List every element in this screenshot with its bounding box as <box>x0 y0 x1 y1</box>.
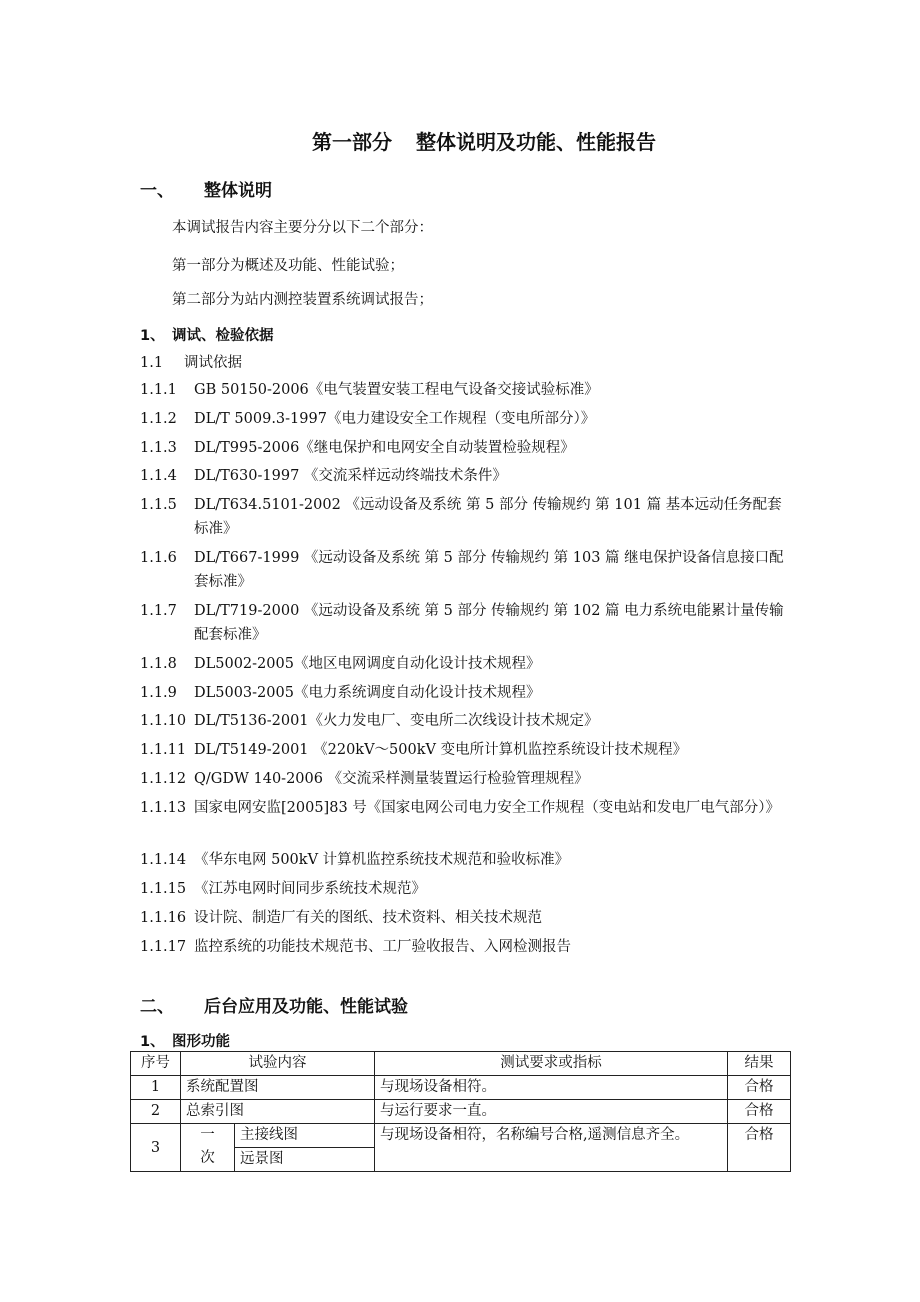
list-item <box>140 935 790 959</box>
list-item <box>140 599 790 647</box>
subsection-graphics-heading <box>140 1030 230 1051</box>
list-item <box>140 906 790 930</box>
item-text: DL/T634.5101-2002 《远动设备及系统 第 5 部分 传输规约 第 101 篇 基本远动任务配套标准》 <box>194 497 782 537</box>
row-requirement: 与现场设备相符。 <box>375 1076 728 1100</box>
table-row <box>131 1076 791 1100</box>
item-text: 设计院、制造厂有关的图纸、技术资料、相关技术规范 <box>194 910 542 926</box>
list-item <box>140 652 790 676</box>
row-no: 1 <box>131 1076 181 1100</box>
item-text: DL/T995-2006《继电保护和电网安全自动装置检验规程》 <box>194 440 575 456</box>
list-item <box>140 738 790 762</box>
table-row <box>131 1100 791 1124</box>
row-result: 合格 <box>728 1076 791 1100</box>
item-text: 《华东电网 500kV 计算机监控系统技术规范和验收标准》 <box>194 852 570 868</box>
item-text: 《江苏电网时间同步系统技术规范》 <box>194 881 426 897</box>
list-item <box>140 877 790 901</box>
row-group-primary <box>181 1124 235 1172</box>
section1-heading <box>140 176 272 201</box>
row-group-char-1: 一 <box>200 1127 215 1143</box>
graphics-test-table <box>130 1051 791 1172</box>
row-item: 系统配置图 <box>181 1076 375 1100</box>
page-title <box>312 126 656 155</box>
row-no: 2 <box>131 1100 181 1124</box>
title-part: 第一部分 <box>312 130 392 154</box>
item-number: 1.1.14 <box>140 852 187 868</box>
header-no: 序号 <box>131 1052 181 1076</box>
row-subitem: 主接线图 <box>235 1124 375 1148</box>
item-text: DL/T630-1997 《交流采样远动终端技术条件》 <box>194 468 507 484</box>
item-text: DL/T5136-2001《火力发电厂、变电所二次线设计技术规定》 <box>194 713 599 729</box>
section2-title: 后台应用及功能、性能试验 <box>204 997 408 1017</box>
subsection-basis-number: 1、 <box>140 328 165 344</box>
intro-paragraph-1: 本调试报告内容主要分分以下二个部分： <box>172 220 433 236</box>
subsection-1-1 <box>140 351 242 372</box>
item-number: 1.1.7 <box>140 603 177 619</box>
item-number: 1.1.3 <box>140 440 177 456</box>
subsection-1-1-number: 1.1 <box>140 355 164 371</box>
item-text: DL5003-2005《电力系统调度自动化设计技术规程》 <box>194 685 541 701</box>
intro-paragraph-2: 第一部分为概述及功能、性能试验； <box>172 258 404 274</box>
section1-title: 整体说明 <box>204 181 272 201</box>
item-number: 1.1.12 <box>140 771 187 787</box>
header-item: 试验内容 <box>181 1052 375 1076</box>
item-number: 1.1.10 <box>140 713 187 729</box>
table-row <box>131 1124 791 1148</box>
list-item <box>140 796 790 820</box>
subsection-basis-title: 调试、检验依据 <box>172 328 274 344</box>
list-item <box>140 767 790 791</box>
header-requirement: 测试要求或指标 <box>375 1052 728 1076</box>
row-requirement: 与现场设备相符，名称编号合格,遥测信息齐全。 <box>375 1124 728 1172</box>
list-item <box>140 378 790 402</box>
list-item <box>140 436 790 460</box>
row-group-char-2: 次 <box>200 1150 215 1166</box>
list-item <box>140 848 790 872</box>
row-result: 合格 <box>728 1124 791 1172</box>
item-text: DL/T5149-2001 《220kV～500kV 变电所计算机监控系统设计技术规程》 <box>194 742 688 758</box>
list-item <box>140 681 790 705</box>
item-text: 监控系统的功能技术规范书、工厂验收报告、入网检测报告 <box>194 939 571 955</box>
list-item <box>140 493 790 541</box>
subsection-basis-heading <box>140 324 274 345</box>
item-text: DL/T 5009.3-1997《电力建设安全工作规程（变电所部分）》 <box>194 411 596 427</box>
section2-heading <box>140 992 408 1017</box>
item-number: 1.1.4 <box>140 468 177 484</box>
item-text: 国家电网安监[2005]83 号《国家电网公司电力安全工作规程（变电站和发电厂电气部分）》 <box>194 800 781 816</box>
row-no: 3 <box>131 1124 181 1172</box>
item-text: DL/T719-2000 《远动设备及系统 第 5 部分 传输规约 第 102 篇 电力系统电能累计量传输配套标准》 <box>194 603 784 643</box>
item-number: 1.1.2 <box>140 411 177 427</box>
section2-number: 二、 <box>140 997 174 1017</box>
row-requirement: 与运行要求一直。 <box>375 1100 728 1124</box>
item-number: 1.1.11 <box>140 742 187 758</box>
item-number: 1.1.6 <box>140 550 177 566</box>
item-number: 1.1.5 <box>140 497 177 513</box>
item-number: 1.1.17 <box>140 939 187 955</box>
item-number: 1.1.1 <box>140 382 177 398</box>
item-text: DL5002-2005《地区电网调度自动化设计技术规程》 <box>194 656 541 672</box>
item-text: Q/GDW 140-2006 《交流采样测量装置运行检验管理规程》 <box>194 771 589 787</box>
row-result: 合格 <box>728 1100 791 1124</box>
list-item <box>140 546 790 594</box>
item-number: 1.1.9 <box>140 685 177 701</box>
item-text: GB 50150-2006《电气装置安装工程电气设备交接试验标准》 <box>194 382 599 398</box>
title-name: 整体说明及功能、性能报告 <box>416 130 656 154</box>
subsection-graphics-title: 图形功能 <box>172 1034 230 1050</box>
header-result: 结果 <box>728 1052 791 1076</box>
list-item <box>140 464 790 488</box>
list-item <box>140 709 790 733</box>
list-item <box>140 407 790 431</box>
row-subitem: 远景图 <box>235 1148 375 1172</box>
item-number: 1.1.13 <box>140 800 187 816</box>
subsection-1-1-title: 调试依据 <box>184 355 242 371</box>
section1-number: 一、 <box>140 181 174 201</box>
item-text: DL/T667-1999 《远动设备及系统 第 5 部分 传输规约 第 103 篇 继电保护设备信息接口配套标准》 <box>194 550 784 590</box>
subsection-graphics-number: 1、 <box>140 1034 165 1050</box>
row-item: 总索引图 <box>181 1100 375 1124</box>
item-number: 1.1.16 <box>140 910 187 926</box>
item-number: 1.1.15 <box>140 881 187 897</box>
table-header-row <box>131 1052 791 1076</box>
intro-paragraph-3: 第二部分为站内测控装置系统调试报告； <box>172 292 433 308</box>
item-number: 1.1.8 <box>140 656 177 672</box>
